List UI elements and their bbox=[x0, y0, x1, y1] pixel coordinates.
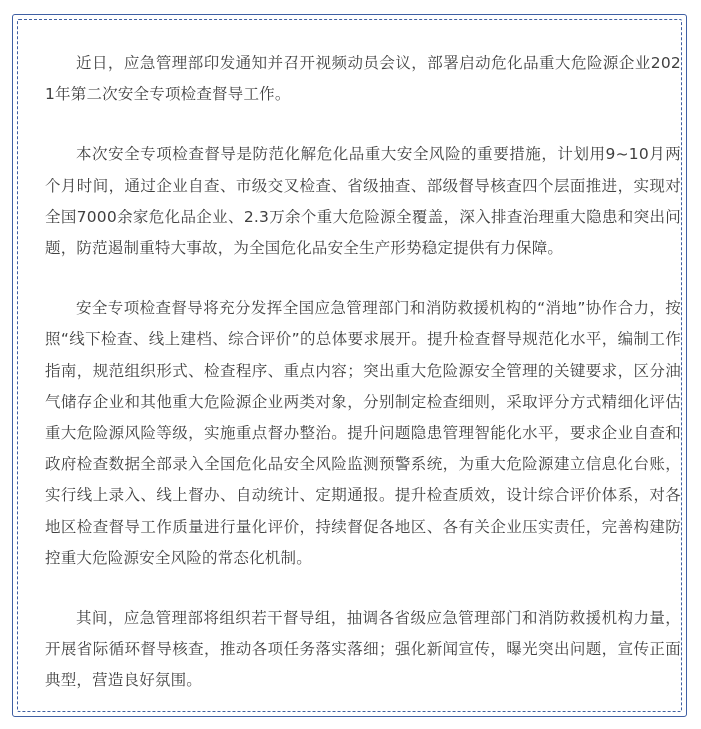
article-body bbox=[45, 48, 681, 697]
paragraph-intro: 近日，应急管理部印发通知并召开视频动员会议，部署启动危化品重大危险源企业2021年第二次安全专项检查督导工作。 bbox=[45, 54, 681, 104]
paragraph-inspection-plan: 本次安全专项检查督导是防范化解危化品重大安全风险的重要措施，计划用9~10月两个月时间，通过企业自查、市级交叉检查、省级抽查、部级督导核查四个层面推进，实现对全国7000余家危化品企业、2.3万余个重大危险源全覆盖，深入排查治理重大隐患和突出问题，防范遏制重特大事故，为全国危化品安全生产形势稳定提供有力保障。 bbox=[45, 145, 681, 258]
paragraph-supervision-teams: 其间，应急管理部将组织若干督导组，抽调各省级应急管理部门和消防救援机构力量，开展省际循环督导核查，推动各项任务落实落细；强化新闻宣传，曝光突出问题，宣传正面典型，营造良好氛围。 bbox=[45, 609, 681, 690]
article-frame bbox=[12, 14, 687, 717]
paragraph-inspection-requirements: 安全专项检查督导将充分发挥全国应急管理部门和消防救援机构的“消地”协作合力，按照“线下检查、线上建档、综合评价”的总体要求展开。提升检查督导规范化水平，编制工作指南，规范组织形式、检查程序、重点内容；突出重大危险源安全管理的关键要求，区分油气储存企业和其他重大危险源企业两类对象，分别制定检查细则，采取评分方式精细化评估重大危险源风险等级，实施重点督办整治。提升问题隐患管理智能化水平，要求企业自查和政府检查数据全部录入全国危化品安全风险监测预警系统，为重大危险源建立信息化台账，实行线上录入、线上督办、自动统计、定期通报。提升检查质效，设计综合评价体系，对各地区检查督导工作质量进行量化评价，持续督促各地区、各有关企业压实责任，完善构建防控重大危险源安全风险的常态化机制。 bbox=[45, 299, 681, 567]
